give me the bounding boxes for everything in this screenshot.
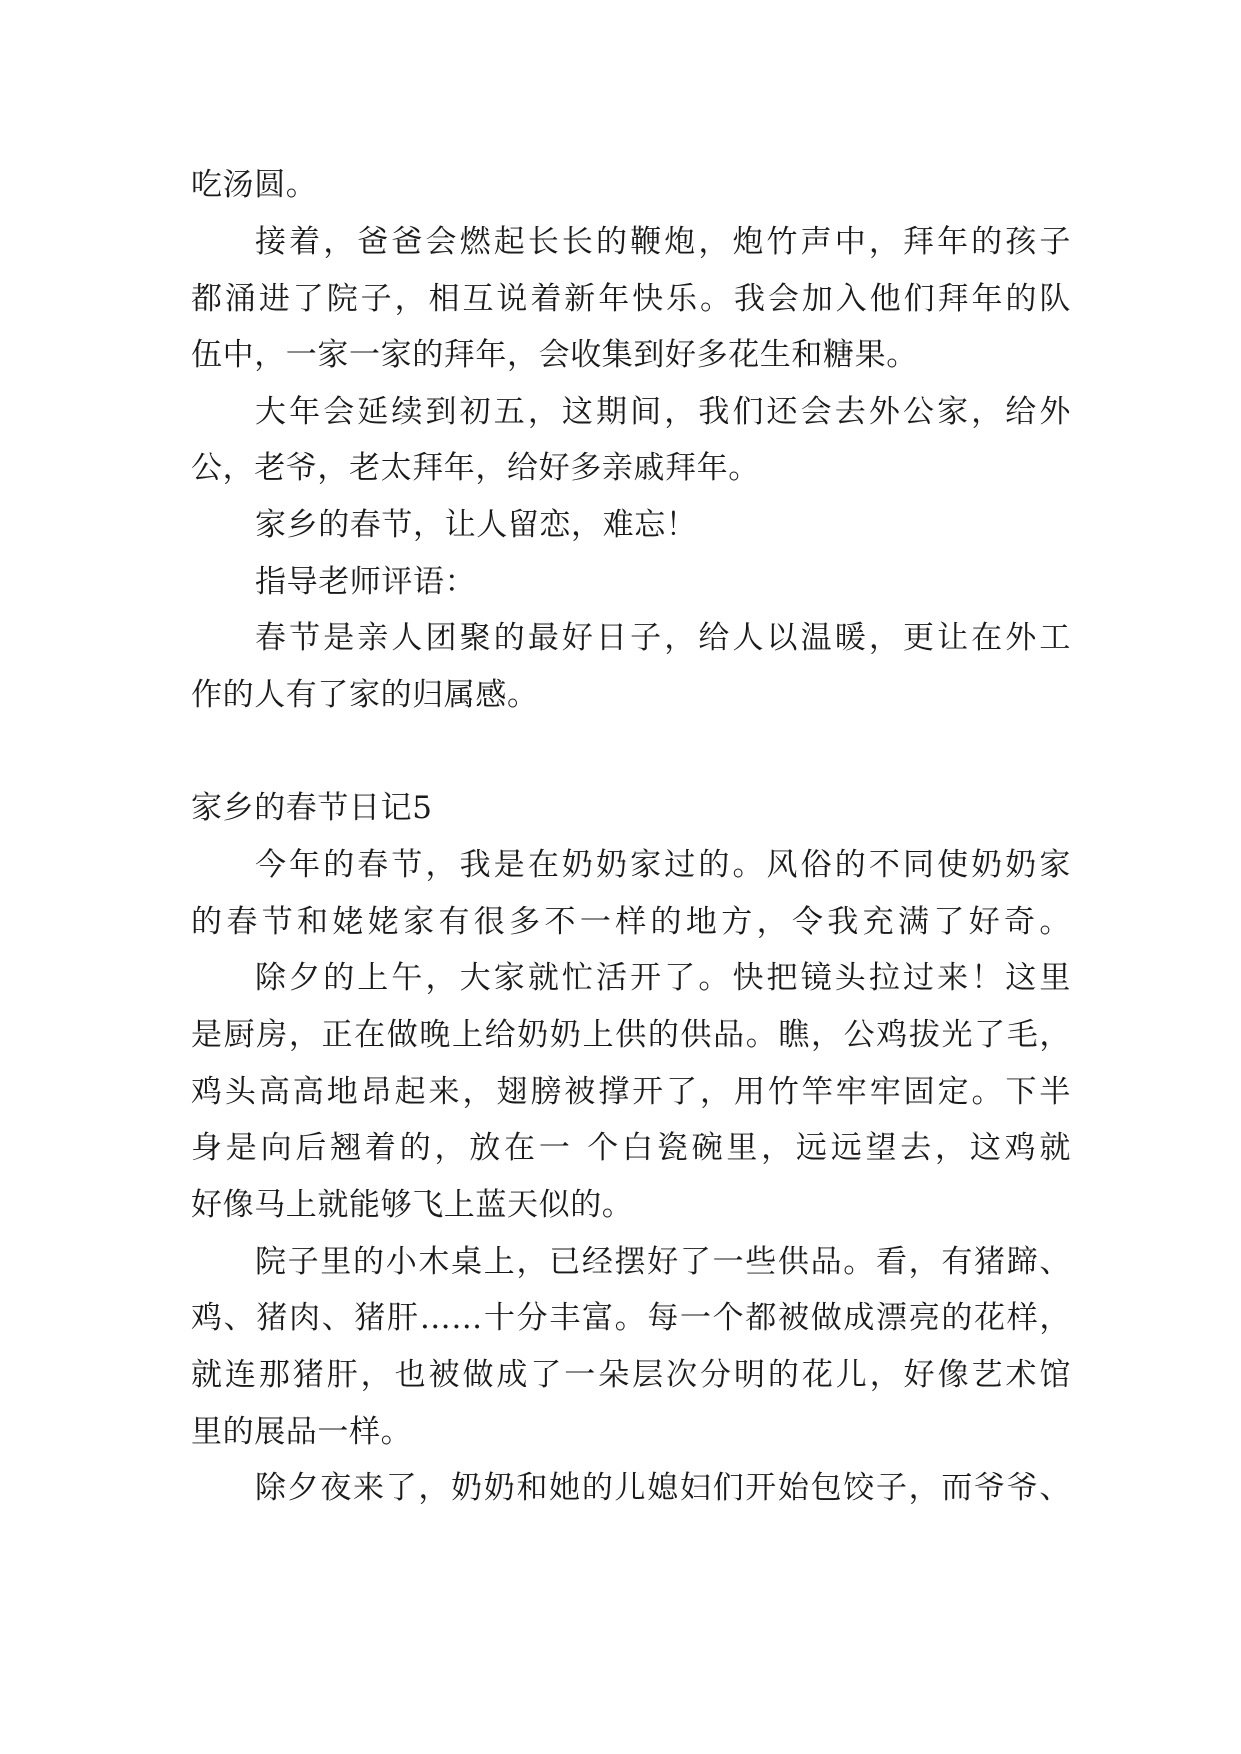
text-line: 身是向后翘着的，放在一 个白瓷碗里，远远望去，这鸡就 [191,1130,1071,1166]
text-line: 鸡、猪肉、猪肝……十分丰富。每一个都被做成漂亮的花样， [191,1300,1071,1336]
text-line: 里的展品一样。 [191,1414,413,1450]
text-line: 今年的春节，我是在奶奶家过的。风俗的不同使奶奶家 [255,847,1071,883]
text-line: 除夕夜来了，奶奶和她的儿媳妇们开始包饺子，而爷爷、 [255,1470,1071,1506]
text-line: 院子里的小木桌上，已经摆好了一些供品。看，有猪蹄、 [255,1244,1071,1280]
text-line: 好像马上就能够飞上蓝天似的。 [191,1187,634,1223]
text-line: 公，老爷，老太拜年，给好多亲戚拜年。 [191,450,760,486]
text-line: 大年会延续到初五，这期间，我们还会去外公家，给外 [255,394,1071,430]
text-line: 就连那猪肝，也被做成了一朵层次分明的花儿，好像艺术馆 [191,1357,1071,1393]
text-line: 指导老师评语： [255,564,477,600]
text-line: 吃汤圆。 [191,167,318,203]
text-line: 伍中，一家一家的拜年，会收集到好多花生和糖果。 [191,337,918,373]
text-line: 家乡的春节，让人留恋，难忘！ [255,507,698,543]
text-line: 接着，爸爸会燃起长长的鞭炮，炮竹声中，拜年的孩子 [255,224,1071,260]
text-line: 都涌进了院子，相互说着新年快乐。我会加入他们拜年的队 [191,281,1071,317]
text-line: 鸡头高高地昂起来，翅膀被撑开了，用竹竿牢牢固定。下半 [191,1074,1071,1110]
text-line: 的春节和姥姥家有很多不一样的地方，令我充满了好奇。 [191,904,1071,940]
section-title: 家乡的春节日记5 [191,790,433,826]
text-line: 除夕的上午，大家就忙活开了。快把镜头拉过来！这里 [255,960,1071,996]
text-line: 是厨房，正在做晚上给奶奶上供的供品。瞧，公鸡拔光了毛， [191,1017,1071,1053]
text-line: 作的人有了家的归属感。 [191,677,539,713]
text-line: 春节是亲人团聚的最好日子，给人以温暖，更让在外工 [255,620,1071,656]
